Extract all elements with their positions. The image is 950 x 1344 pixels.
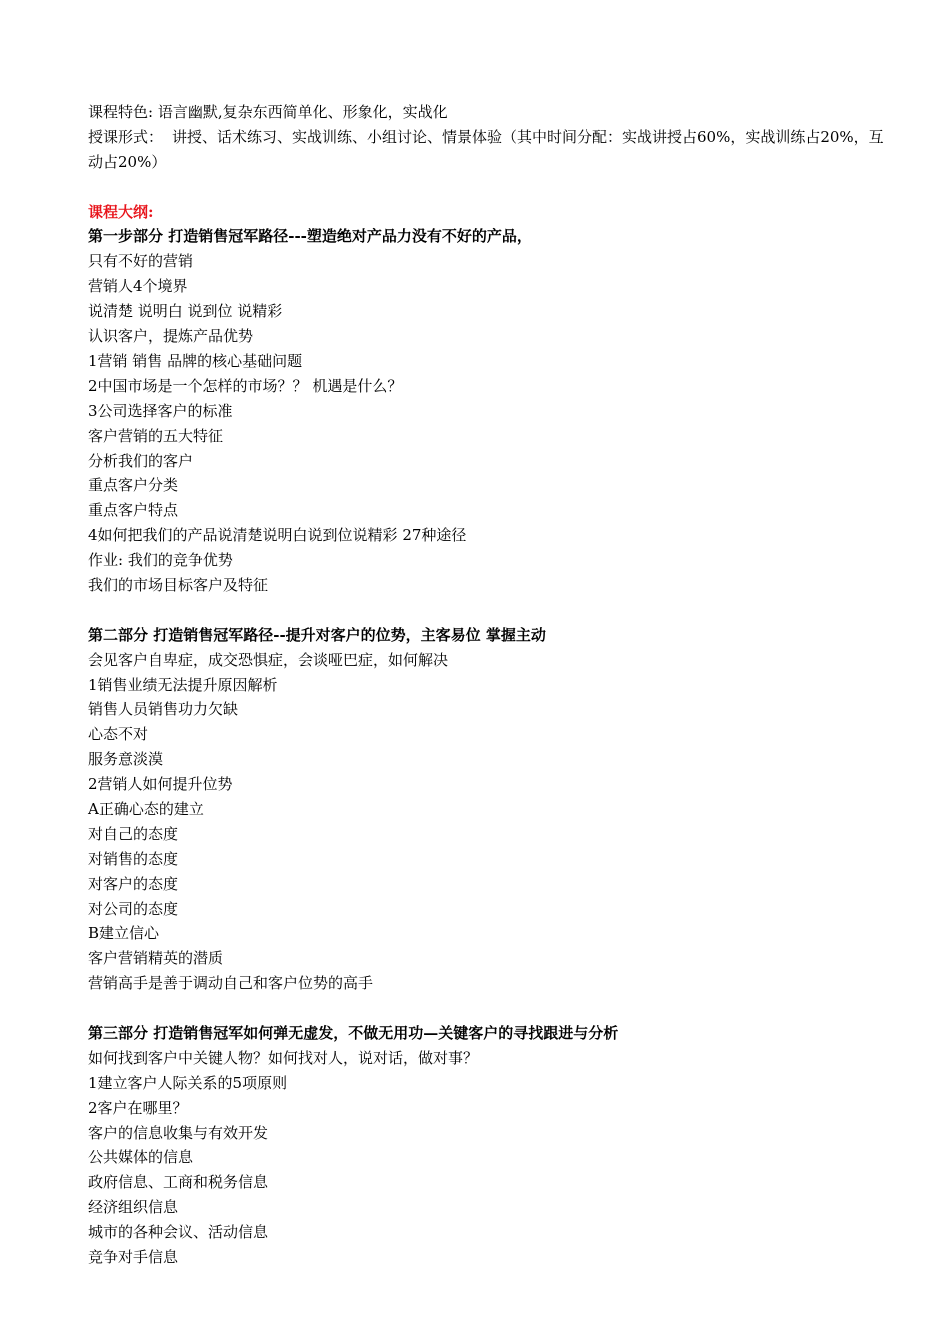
outline-line: 心态不对 — [88, 725, 149, 744]
outline-line: 重点客户特点 — [88, 501, 179, 520]
section-3 — [88, 1021, 888, 1270]
outline-line: 对销售的态度 — [88, 849, 179, 868]
outline-line: 经济组织信息 — [88, 1198, 179, 1217]
outline-line: 政府信息、工商和税务信息 — [88, 1173, 269, 1192]
outline-line: 营销人4个境界 — [88, 277, 188, 296]
spacer — [88, 175, 888, 200]
outline-line: 我们的市场目标客户及特征 — [88, 575, 269, 594]
course-format — [88, 125, 888, 175]
course-format-text: 讲授、话术练习、实战训练、小组讨论、情景体验（其中时间分配：实战讲授占60%，实战训练占20%，互动占20%） — [88, 127, 884, 171]
outline-line: 1销售业绩无法提升原因解析 — [88, 675, 278, 694]
outline-line: 对客户的态度 — [88, 874, 179, 893]
outline-line: 营销高手是善于调动自己和客户位势的高手 — [88, 974, 374, 993]
outline-line: A正确心态的建立 — [88, 799, 204, 818]
outline-line: 4如何把我们的产品说清楚说明白说到位说精彩 27种途径 — [88, 526, 467, 545]
course-format-label: 授课形式： — [88, 127, 164, 146]
outline-line: 分析我们的客户 — [88, 451, 194, 470]
course-features: 课程特色: 语言幽默,复杂东西简单化、形象化，实战化 — [88, 103, 448, 121]
outline-line: 2中国市场是一个怎样的市场？？ 机遇是什么？ — [88, 376, 403, 395]
section-2 — [88, 623, 888, 996]
outline-title: 课程大纲: — [88, 202, 154, 221]
spacer — [88, 598, 888, 623]
outline-line: 客户的信息收集与有效开发 — [88, 1123, 269, 1142]
outline-line: 作业: 我们的竞争优势 — [88, 551, 233, 570]
outline-line: 城市的各种会议、活动信息 — [88, 1223, 269, 1242]
outline-line: 竞争对手信息 — [88, 1248, 179, 1266]
outline-line: 公共媒体的信息 — [88, 1148, 194, 1167]
section-1 — [88, 224, 888, 597]
outline-line: 如何找到客户中关键人物？如何找对人，说对话，做对事？ — [88, 1048, 479, 1067]
outline-line: 认识客户，提炼产品优势 — [88, 327, 254, 346]
outline-line: 客户营销精英的潜质 — [88, 949, 224, 968]
outline-line: 销售人员销售功力欠缺 — [88, 700, 239, 719]
outline-line: 1营销 销售 品牌的核心基础问题 — [88, 351, 303, 370]
outline-line: 只有不好的营销 — [88, 252, 194, 271]
outline-line: 2营销人如何提升位势 — [88, 775, 233, 794]
outline-line: 会见客户自卑症，成交恐惧症，会谈哑巴症，如何解决 — [88, 650, 449, 669]
outline-line: 重点客户分类 — [88, 476, 179, 495]
document-page — [88, 100, 888, 1270]
outline-line: 说清楚 说明白 说到位 说精彩 — [88, 302, 283, 321]
section-heading: 第一步部分 打造销售冠军路径---塑造绝对产品力没有不好的产品， — [88, 227, 532, 246]
section-heading: 第二部分 打造销售冠军路径--提升对客户的位势，主客易位 掌握主动 — [88, 625, 546, 644]
spacer — [88, 996, 888, 1021]
outline-line: 对自己的态度 — [88, 824, 179, 843]
outline-line: B建立信心 — [88, 924, 160, 943]
outline-line: 客户营销的五大特征 — [88, 426, 224, 445]
outline-line: 对公司的态度 — [88, 899, 179, 918]
outline-line: 2客户在哪里？ — [88, 1098, 188, 1117]
outline-line: 3公司选择客户的标准 — [88, 401, 233, 420]
outline-line: 1建立客户人际关系的5项原则 — [88, 1073, 288, 1092]
section-heading: 第三部分 打造销售冠军如何弹无虚发，不做无用功—关键客户的寻找跟进与分析 — [88, 1023, 619, 1042]
outline-line: 服务意淡漠 — [88, 750, 164, 769]
